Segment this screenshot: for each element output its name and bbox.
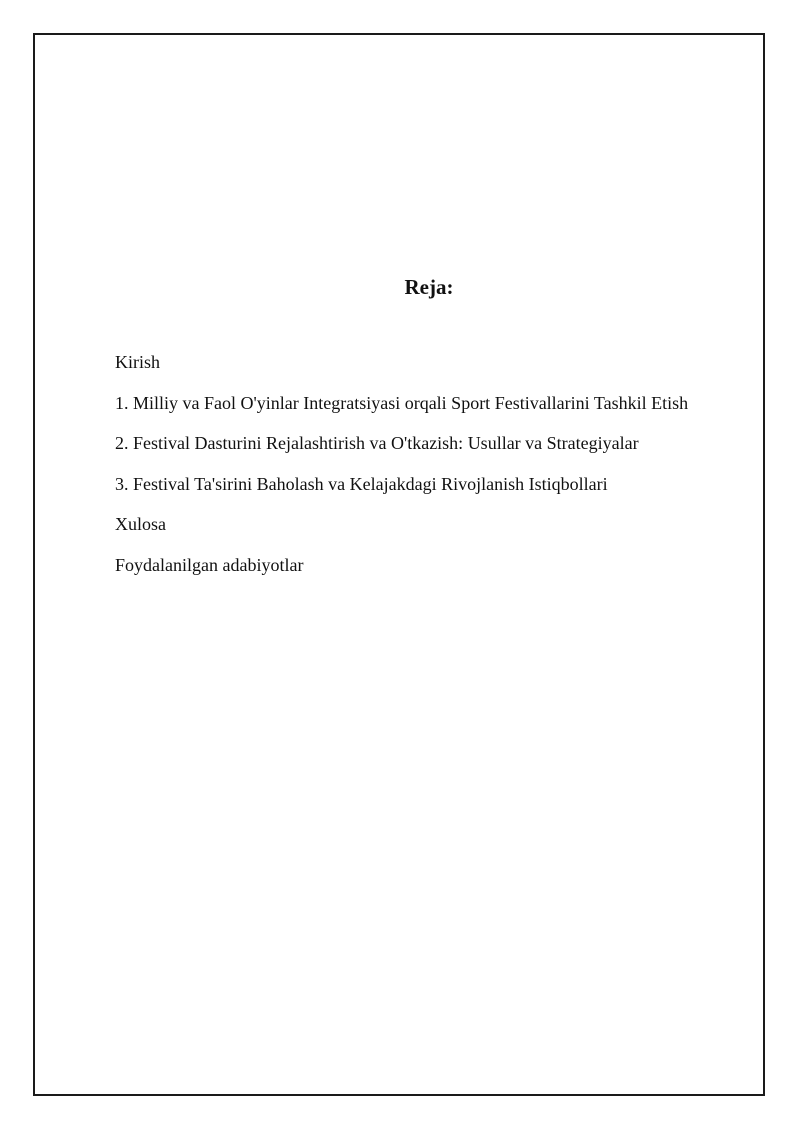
table-of-contents [115,350,755,594]
toc-item-chapter-3: 3. Festival Ta'sirini Baholash va Kelajakdagi Rivojlanish Istiqbollari [115,473,608,494]
toc-item-introduction: Kirish [115,352,160,372]
toc-item-references: Foydalanilgan adabiyotlar [115,554,304,575]
page-title: Reja: [404,275,454,299]
toc-item-conclusion: Xulosa [115,514,166,535]
toc-item-chapter-1: 1. Milliy va Faol O'yinlar Integratsiyasi orqali Sport Festivallarini Tashkil Etish [115,392,689,413]
toc-item-chapter-2: 2. Festival Dasturini Rejalashtirish va O'tkazish: Usullar va Strategiyalar [115,433,639,454]
